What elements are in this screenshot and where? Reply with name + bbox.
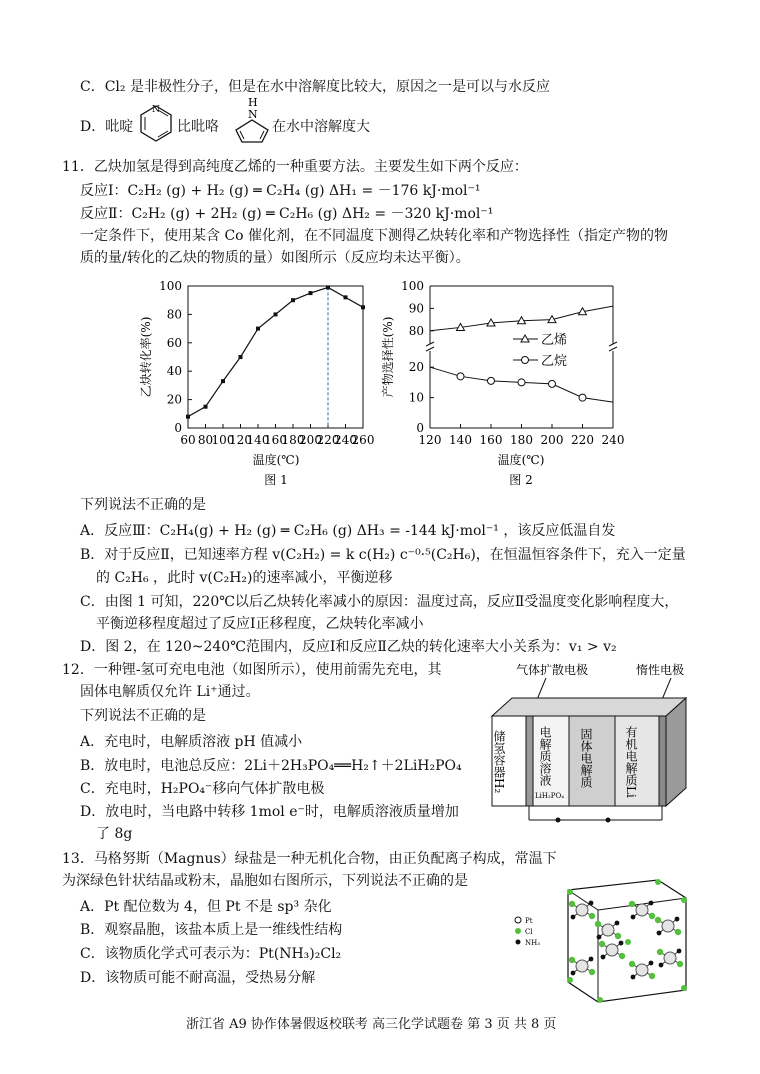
nh3-group (615, 921, 620, 926)
q11-option-c-line1: C．由图 1 可知，220℃以后乙炔转化率减小的原因：温度过高，反应Ⅱ受温度变化影响程度大， (80, 594, 679, 610)
q11-option-b-line2: 的 C₂H₆ ，此时 v(C₂H₂)的速率减小，平衡逆移 (96, 570, 393, 586)
pyrrole-h-label: H (248, 96, 258, 109)
x-axis-label: 温度(℃) (252, 453, 300, 467)
circle-marker (457, 373, 464, 380)
nh3-group (601, 955, 606, 960)
q12-ask: 下列说法不正确的是 (80, 708, 206, 724)
gas-diffusion-electrode-label: 气体扩散电极 (516, 663, 589, 677)
data-point (274, 312, 278, 316)
cl-atom (675, 929, 681, 935)
x-tick-label: 80 (197, 433, 214, 447)
x-tick-label: 180 (510, 433, 533, 447)
magnus-crystal-cell (508, 870, 698, 1005)
nh3-group (619, 941, 624, 946)
nh3-group (631, 975, 636, 980)
x-tick-label: 160 (479, 433, 503, 447)
inert-electrode-label: 惰性电极 (636, 663, 685, 677)
circle-marker (579, 394, 586, 401)
q10-option-d-middle: 比吡咯 (177, 119, 219, 135)
nh3-group (649, 901, 654, 906)
cl-atom (625, 939, 631, 945)
pt-atom (664, 952, 676, 964)
cl-atom (681, 985, 687, 991)
x-axis-label: 温度(℃) (497, 453, 545, 467)
data-point (221, 379, 225, 383)
figure-title: 图 1 (264, 473, 288, 487)
data-point (204, 405, 208, 409)
figure-title: 图 2 (509, 473, 533, 487)
x-tick-label: 140 (246, 433, 270, 447)
q11-condition-2: 质的量/转化的乙炔的物质的量）如图所示（反应均未达平衡）。 (80, 250, 470, 266)
q10-option-d-prefix: D．吡啶 (80, 119, 134, 135)
legend-cl-marker (515, 928, 521, 934)
crystal-lattice (567, 879, 687, 1003)
cell-organic-electrolyte: 有机电解质Li (624, 726, 638, 798)
q11-option-d: D．图 2，在 120~240℃范围内，反应Ⅰ和反应Ⅱ乙炔的转化速率大小关系为：v₁ > v₂ (80, 639, 617, 655)
y-tick-label: 0 (174, 421, 182, 435)
y-axis-label: 乙炔转化率(%) (139, 316, 153, 398)
x-tick-label: 220 (571, 433, 594, 447)
battery-diagram (486, 660, 696, 830)
pt-atom (636, 964, 648, 976)
cl-atom (599, 941, 605, 947)
q11-reaction-1: 反应Ⅰ：C₂H₂ (g) + H₂ (g) ═ C₂H₄ (g) ΔH₁ = －176 kJ·mol⁻¹ (80, 183, 481, 199)
cl-atom (649, 973, 655, 979)
nh3-group (589, 901, 594, 906)
pyridine-structure (138, 100, 174, 144)
q11-condition-1: 一定条件下，使用某含 Co 催化剂，在不同温度下测得乙炔转化率和产物选择性（指定产物的物 (80, 228, 669, 244)
q13-stem-line1: 13．马格努斯（Magnus）绿盐是一种无机化合物，由正负配离子构成，常温下 (62, 851, 557, 867)
x-tick-label: 200 (299, 433, 322, 447)
x-tick-label: 200 (540, 433, 564, 447)
nh3-group (597, 935, 602, 940)
q13-option-c: C．该物质化学式可表示为：Pt(NH₃)₂Cl₂ (80, 946, 342, 962)
y-tick-label: 80 (408, 323, 424, 338)
cell-hydrogen-storage: 储氢容器H₂ (492, 730, 506, 794)
legend-pt-marker (515, 917, 521, 923)
nh3-group (589, 957, 594, 962)
cl-atom (569, 901, 575, 907)
nh3-group (659, 963, 664, 968)
nh3-group (649, 961, 654, 966)
x-tick-label: 220 (316, 433, 340, 447)
cl-atom (677, 961, 683, 967)
y-tick-label: 20 (408, 360, 424, 375)
cl-atom (615, 933, 621, 939)
pt-atom (662, 920, 674, 932)
q12-option-c: C．充电时，H₂PO₄⁻移向气体扩散电极 (80, 781, 325, 797)
pyrrole-structure (230, 96, 274, 144)
q13-stem-line2: 为深绿色针状结晶或粉末，晶胞如右图所示，下列说法不正确的是 (62, 873, 468, 889)
plot-frame (188, 286, 363, 428)
q11-reaction-2: 反应Ⅱ：C₂H₂ (g) + 2H₂ (g) ═ C₂H₆ (g) ΔH₂ = －320 kJ·mol⁻¹ (80, 206, 494, 222)
q11-option-c-line2: 平衡逆移程度超过了反应Ⅰ正移程度，乙炔转化率减小 (96, 616, 424, 632)
q12-stem-line1: 12．一种锂-氢可充电电池（如图所示），使用前需先充电，其 (62, 662, 442, 678)
data-point (309, 291, 313, 295)
cl-atom (657, 949, 663, 955)
cell-electrolyte-solution: 电解质溶液 (538, 726, 552, 786)
legend-cl-label: Cl (525, 928, 533, 936)
circle-marker (488, 377, 495, 384)
figure-2-chart (378, 272, 628, 492)
data-point (239, 355, 243, 359)
data-point (344, 295, 348, 299)
nh3-group (571, 971, 576, 976)
legend-label-ethylene: 乙烯 (541, 333, 568, 348)
legend-pt-label: Pt (525, 917, 533, 925)
data-point (361, 305, 365, 309)
y-tick-label: 80 (166, 307, 182, 322)
circle-marker (518, 379, 525, 386)
cl-atom (655, 879, 661, 885)
x-tick-label: 240 (601, 433, 625, 447)
q11-stem: 11．乙炔加氢是得到高纯度乙烯的一种重要方法。主要发生如下两个反应： (62, 159, 528, 175)
pt-atom (576, 960, 588, 972)
x-tick-label: 180 (281, 433, 305, 447)
pt-atom (576, 904, 588, 916)
q13-option-a: A．Pt 配位数为 4，但 Pt 不是 sp³ 杂化 (80, 899, 332, 915)
cl-atom (629, 901, 635, 907)
circle-marker (549, 380, 556, 387)
y-tick-label: 100 (401, 279, 424, 293)
nh3-group (657, 931, 662, 936)
pyrrole-n-label: N (248, 108, 258, 121)
cl-atom (569, 957, 575, 963)
series-line (188, 287, 363, 416)
legend-label-ethane: 乙烷 (541, 354, 568, 369)
cl-atom (567, 977, 573, 983)
q12-option-d-line1: D．放电时，当电路中转移 1mol e⁻时，电解质溶液质量增加 (80, 804, 459, 820)
pt-atom (636, 904, 648, 916)
y-axis-label: 产物选择性(%) (381, 316, 395, 398)
q10-option-d-suffix: 在水中溶解度大 (272, 119, 370, 135)
cell-solid-electrolyte: 固体电解质 (579, 728, 593, 788)
cl-atom (597, 997, 603, 1003)
nh3-group (631, 915, 636, 920)
cl-atom (595, 921, 601, 927)
nh3-group (677, 949, 682, 954)
cl-atom (681, 897, 687, 903)
q12-option-b: B．放电时，电池总反应：2Li＋2H₃PO₄══H₂↑＋2LiH₂PO₄ (80, 758, 462, 774)
y-tick-label: 40 (166, 364, 182, 379)
y-tick-label: 60 (166, 335, 182, 350)
legend-nh3-marker (516, 940, 521, 945)
cl-atom (629, 961, 635, 967)
q11-option-b-line1: B．对于反应Ⅱ，已知速率方程 v(C₂H₂) = k c(H₂) c⁻⁰·⁵(C₂H₆)，在恒温恒容条件下，充入一定量 (80, 547, 686, 563)
q12-option-a: A．充电时，电解质溶液 pH 值减小 (80, 734, 303, 750)
nh3-group (675, 917, 680, 922)
cl-atom (619, 953, 625, 959)
q10-option-c: C．Cl₂ 是非极性分子，但是在水中溶解度比较大，原因之一是可以与水反应 (80, 79, 550, 95)
cl-atom (567, 889, 573, 895)
data-point (326, 285, 330, 289)
figure-1-chart (130, 272, 380, 492)
y-tick-label: 10 (408, 390, 424, 405)
x-tick-label: 100 (211, 433, 235, 447)
pyridine-n-label: N (152, 105, 160, 115)
x-tick-label: 140 (449, 433, 472, 447)
x-tick-label: 120 (229, 433, 252, 447)
cl-atom (589, 969, 595, 975)
y-tick-label: 100 (159, 279, 182, 293)
cl-atom (655, 917, 661, 923)
q12-option-d-line2: 了 8g (96, 826, 133, 842)
q11-option-a: A．反应Ⅲ：C₂H₄(g) + H₂ (g) ═ C₂H₆ (g) ΔH₃ = -144 kJ·mol⁻¹ ，该反应低温自发 (80, 523, 616, 539)
q13-option-b: B．观察晶胞，该盐本质上是一维线性结构 (80, 922, 343, 938)
cell-electrolyte-sub: LiH₂PO₄ (535, 792, 565, 800)
x-tick-label: 120 (418, 433, 442, 447)
x-tick-label: 160 (264, 433, 287, 447)
data-point (291, 298, 295, 302)
page-footer: 浙江省 A9 协作体暑假返校联考 高三化学试题卷 第 3 页 共 8 页 (186, 1017, 557, 1032)
cl-atom (649, 913, 655, 919)
q13-option-d: D．该物质可能不耐高温，受热易分解 (80, 970, 316, 986)
y-tick-label: 20 (166, 392, 182, 407)
legend-nh3-label: NH₃ (525, 939, 541, 947)
nh3-group (571, 915, 576, 920)
data-point (186, 415, 190, 419)
cl-atom (589, 913, 595, 919)
pt-atom (606, 944, 618, 956)
y-tick-label: 90 (408, 301, 424, 316)
data-point (256, 327, 260, 331)
legend-marker-ethane (522, 357, 529, 364)
pt-atom (602, 924, 614, 936)
x-tick-label: 240 (334, 433, 357, 447)
q12-stem-line2: 固体电解质仅允许 Li⁺通过。 (80, 684, 260, 700)
y-tick-label: 0 (416, 421, 424, 435)
x-tick-label: 60 (180, 433, 196, 447)
x-tick-label: 260 (351, 433, 375, 447)
q11-ask: 下列说法不正确的是 (80, 497, 206, 513)
